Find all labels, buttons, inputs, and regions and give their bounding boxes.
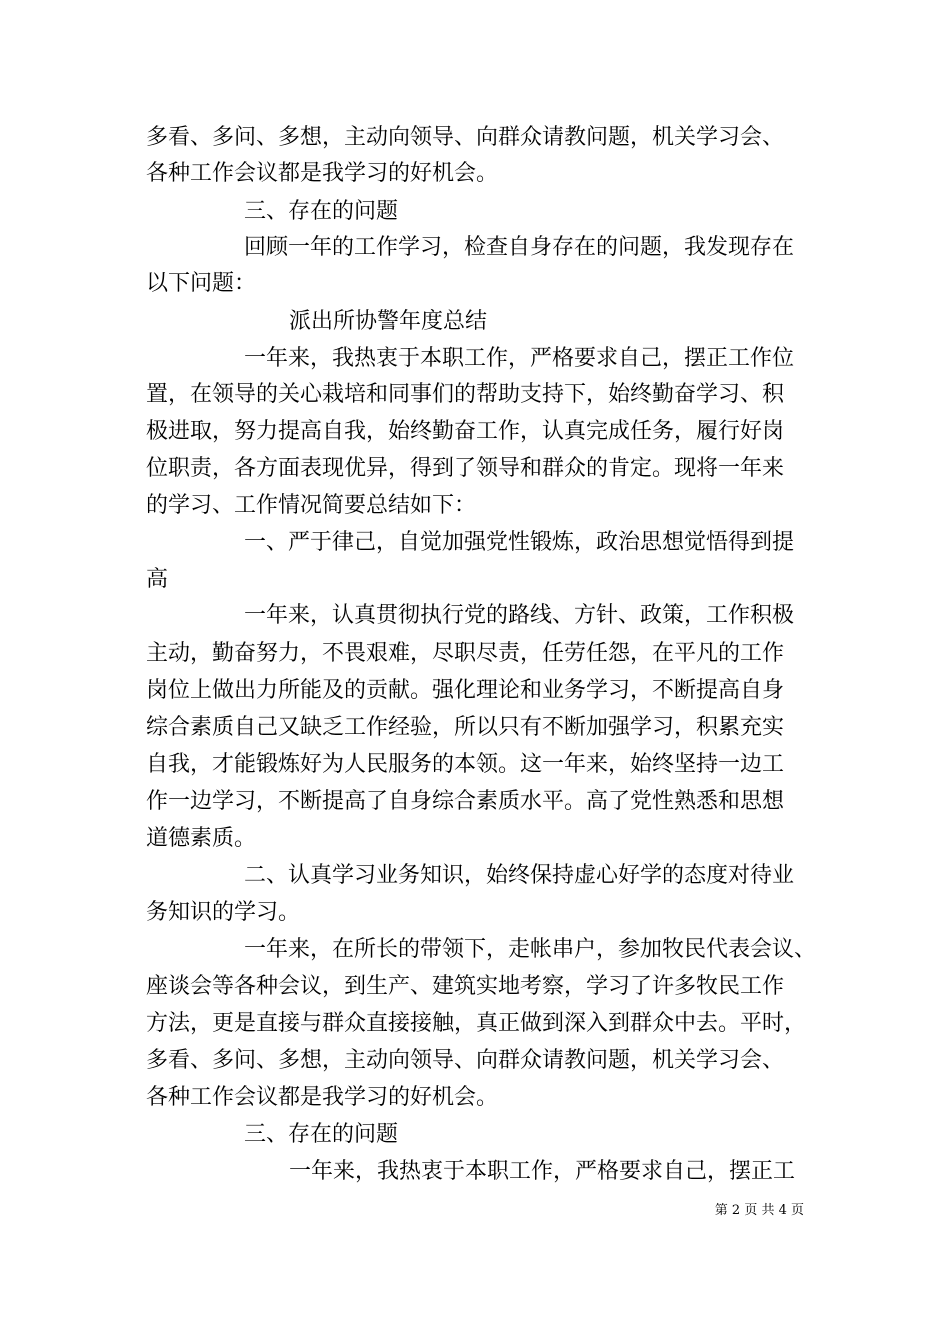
- text-line: 座谈会等各种会议，到生产、建筑实地考察，学习了许多牧民工作: [146, 974, 785, 999]
- text-line: 道德素质。: [146, 826, 257, 851]
- text-line: 以下问题：: [146, 271, 257, 296]
- section-heading: 三、存在的问题: [244, 199, 399, 224]
- text-line: 极进取，努力提高自我，始终勤奋工作，认真完成任务，履行好岗: [146, 419, 785, 444]
- page-number-footer: 第 2 页 共 4 页: [714, 1203, 804, 1218]
- text-line: 一年来，在所长的带领下，走帐串户，参加牧民代表会议、: [244, 937, 817, 962]
- text-line: 综合素质自己又缺乏工作经验，所以只有不断加强学习，积累充实: [146, 715, 785, 740]
- section-heading: 一、严于律己，自觉加强党性锻炼，政治思想觉悟得到提: [244, 530, 795, 555]
- text-line: 多看、多问、多想，主动向领导、向群众请教问题，机关学习会、: [146, 1048, 785, 1073]
- section-heading: 三、存在的问题: [244, 1122, 399, 1147]
- text-line: 回顾一年的工作学习，检查自身存在的问题，我发现存在: [244, 235, 795, 260]
- text-line: 一年来，我热衷于本职工作，严格要求自己，摆正工作位: [244, 346, 795, 371]
- text-line: 多看、多问、多想，主动向领导、向群众请教问题，机关学习会、: [146, 125, 785, 150]
- text-line: 置，在领导的关心栽培和同事们的帮助支持下，始终勤奋学习、积: [146, 382, 785, 407]
- text-line: 高: [146, 567, 169, 592]
- document-title: 派出所协警年度总结: [289, 309, 488, 334]
- section-heading: 二、认真学习业务知识，始终保持虚心好学的态度对待业: [244, 863, 795, 888]
- text-line: 一年来，我热衷于本职工作，严格要求自己，摆正工: [289, 1159, 796, 1184]
- text-line: 主动，勤奋努力，不畏艰难，尽职尽责，任劳任怨，在平凡的工作: [146, 641, 785, 666]
- text-line: 各种工作会议都是我学习的好机会。: [146, 161, 499, 186]
- text-line: 的学习、工作情况简要总结如下：: [146, 493, 477, 518]
- text-line: 一年来，认真贯彻执行党的路线、方针、政策，工作积极: [244, 603, 795, 628]
- text-line: 方法，更是直接与群众直接接触，真正做到深入到群众中去。平时，: [146, 1011, 807, 1036]
- text-line: 岗位上做出力所能及的贡献。强化理论和业务学习，不断提高自身: [146, 678, 785, 703]
- text-line: 自我，才能锻炼好为人民服务的本领。这一年来，始终坚持一边工: [146, 752, 785, 777]
- text-line: 位职责，各方面表现优异，得到了领导和群众的肯定。现将一年来: [146, 456, 785, 481]
- text-line: 各种工作会议都是我学习的好机会。: [146, 1085, 499, 1110]
- text-line: 作一边学习，不断提高了自身综合素质水平。高了党性熟悉和思想: [146, 789, 785, 814]
- text-line: 务知识的学习。: [146, 900, 301, 925]
